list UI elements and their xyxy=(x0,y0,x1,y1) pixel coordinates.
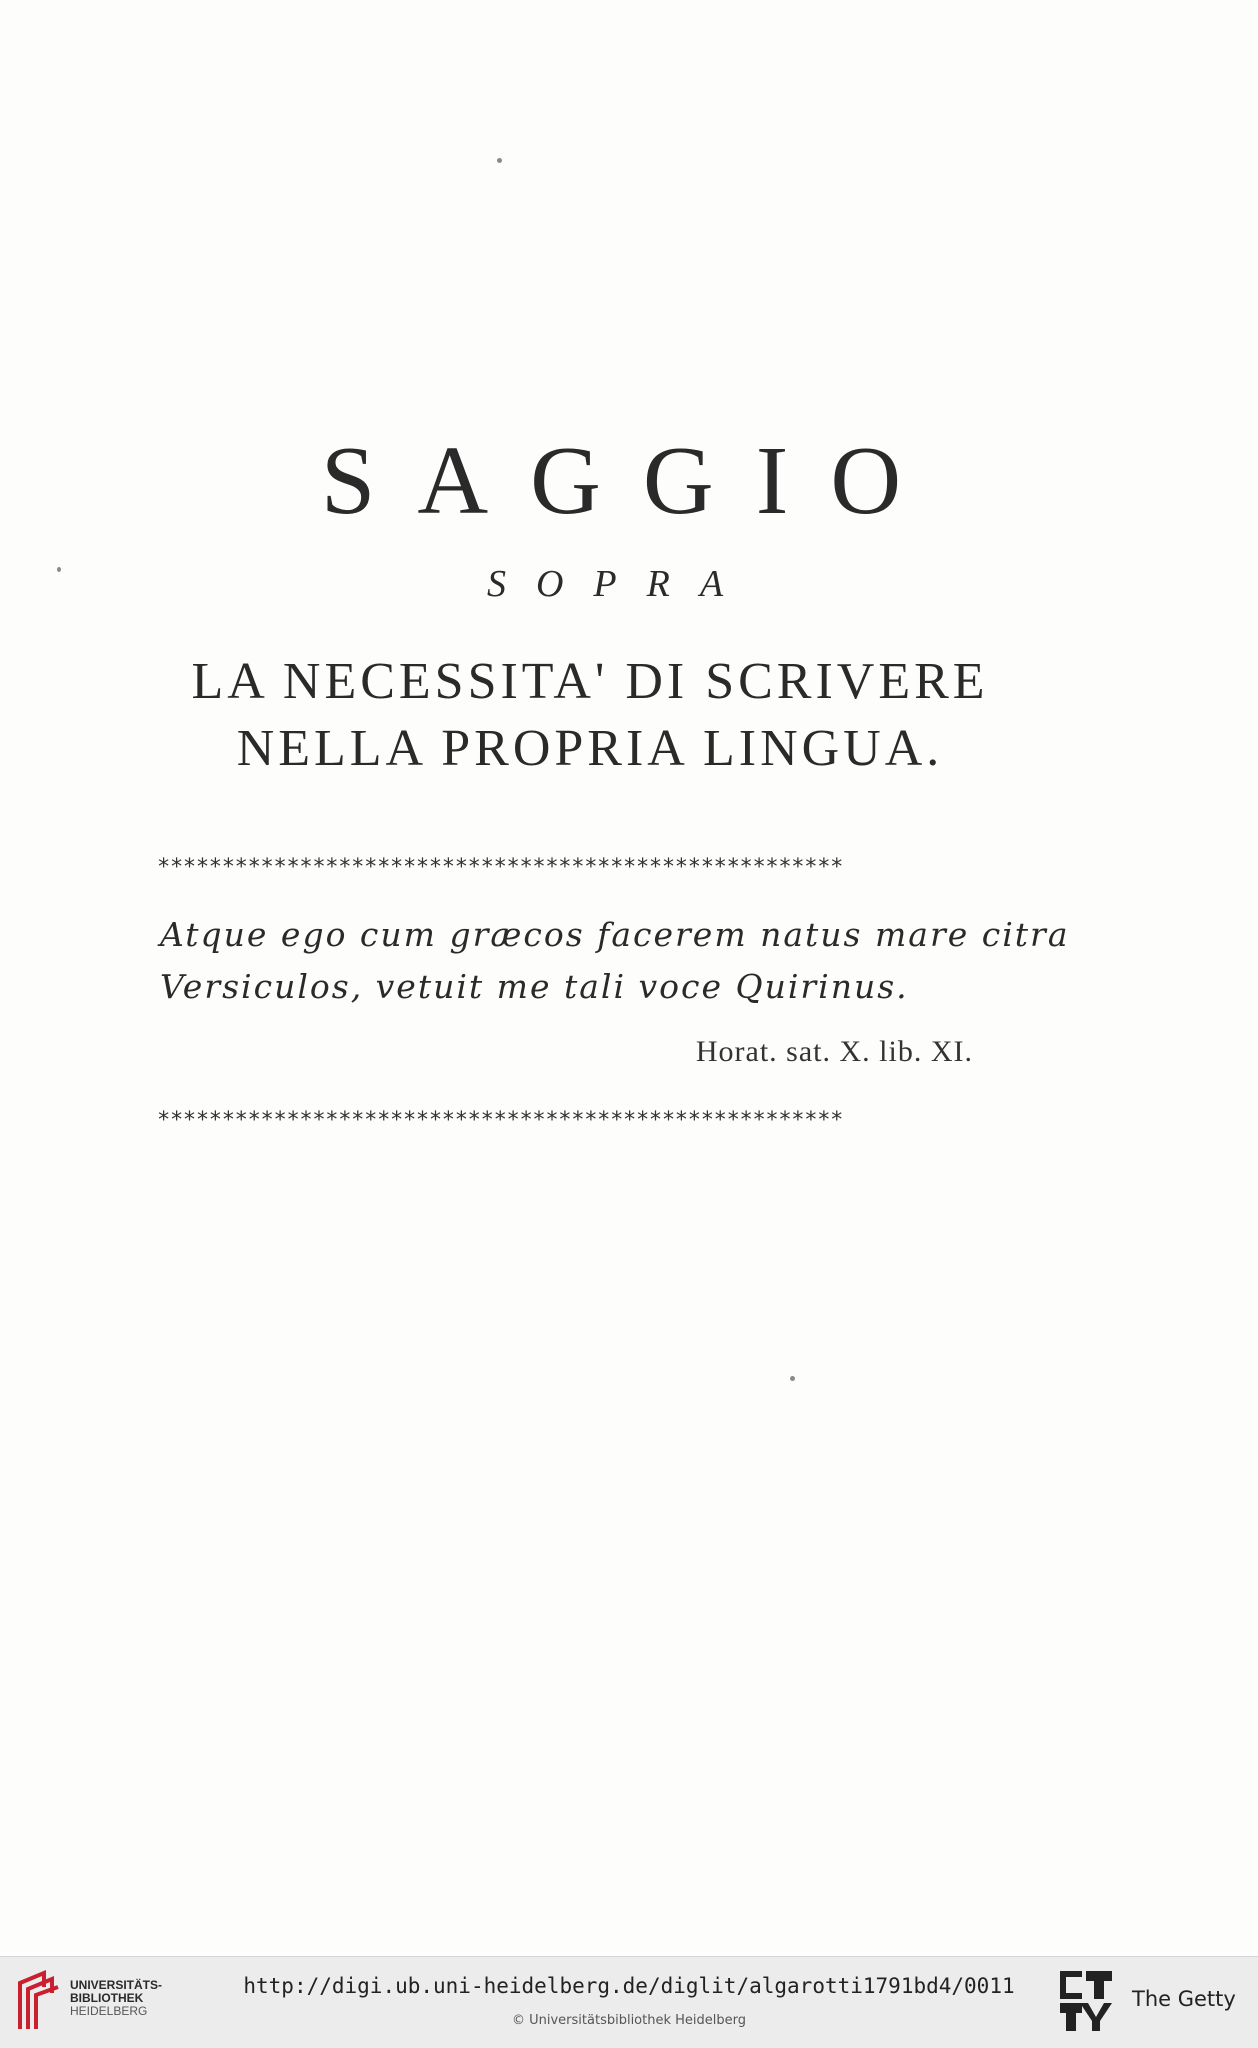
star-rule-top: ***************************************************** xyxy=(157,855,844,880)
epigraph-citation: Horat. sat. X. lib. XI. xyxy=(695,1035,973,1068)
page-subtitle: SOPRA xyxy=(486,563,754,605)
paper-fleck xyxy=(497,158,502,163)
epigraph-line-2: Versiculos, vetuit me tali voce Quirinus. xyxy=(160,967,909,1006)
library-name-line-2: BIBLIOTHEK xyxy=(70,1991,144,2005)
library-name-line-1: UNIVERSITÄTS- xyxy=(70,1978,163,1992)
heading-line-1: LA NECESSITA' DI SCRIVERE xyxy=(191,653,989,710)
star-rule-bottom: ***************************************************** xyxy=(157,1108,844,1133)
epigraph-line-1: Atque ego cum græcos facerem natus mare citra xyxy=(160,915,1070,954)
getty-logo-icon[interactable] xyxy=(1058,1969,1114,2035)
partner-name: The Getty xyxy=(1132,1987,1236,2011)
permalink-url[interactable]: http://digi.ub.uni-heidelberg.de/diglit/algarotti1791bd4/0011 xyxy=(243,1974,1015,1998)
heading-line-2: NELLA PROPRIA LINGUA. xyxy=(236,720,944,777)
viewer-footer xyxy=(0,1956,1258,2048)
paper-fleck xyxy=(790,1376,795,1381)
copyright-notice: © Universitätsbibliothek Heidelberg xyxy=(511,2013,746,2028)
page-title: SAGGIO xyxy=(320,427,944,535)
library-name-line-3: HEIDELBERG xyxy=(70,2004,148,2018)
